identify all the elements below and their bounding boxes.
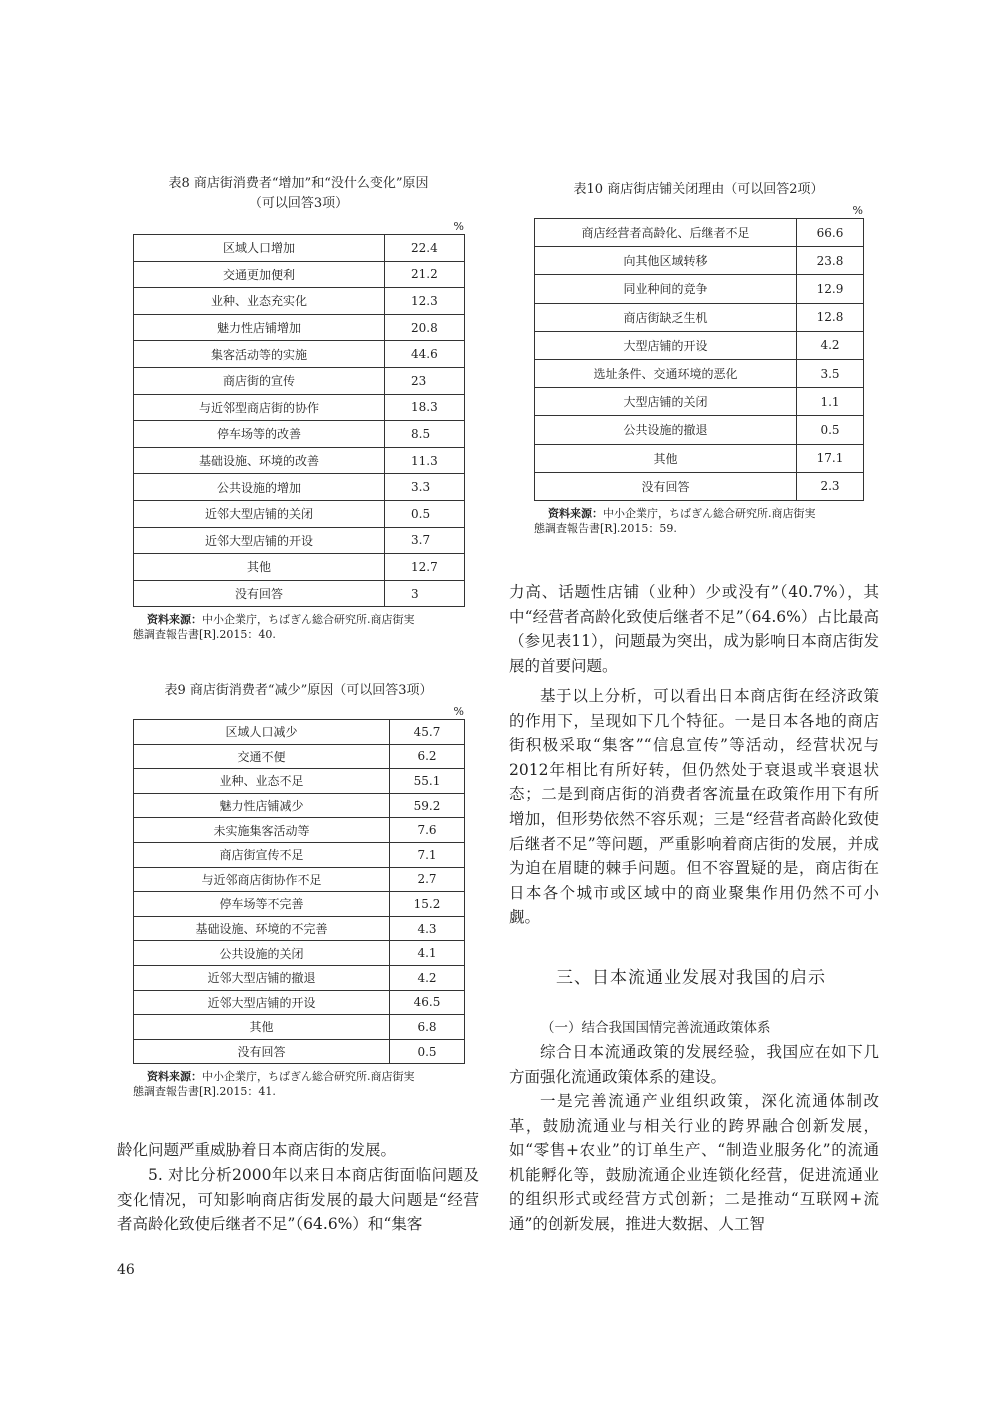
row-value: 44.6: [385, 341, 465, 368]
table-row: [134, 769, 465, 794]
table-row: [134, 965, 465, 990]
row-label: 业种、业态不足: [134, 769, 390, 794]
table-row: [134, 447, 465, 474]
table8-source-label: 资料来源：: [147, 613, 202, 627]
row-label: 近邻大型店铺的开设: [134, 527, 385, 554]
row-value: 0.5: [385, 500, 465, 527]
table10-unit: %: [852, 204, 863, 217]
table9-block: [133, 681, 464, 1099]
row-label: 商店经营者高龄化、后继者不足: [535, 219, 797, 247]
table-row: [535, 219, 864, 247]
row-label: 交通不便: [134, 744, 390, 769]
table-row: [134, 867, 465, 892]
row-value: 6.2: [390, 744, 465, 769]
row-label: 集客活动等的实施: [134, 341, 385, 368]
row-label: 区域人口减少: [134, 720, 390, 745]
row-label: 与近邻商店街协作不足: [134, 867, 390, 892]
row-value: 18.3: [385, 394, 465, 421]
row-label: 其他: [134, 1015, 390, 1040]
row-label: 其他: [134, 554, 385, 581]
row-label: 公共设施的关闭: [134, 941, 390, 966]
table9-source-text1: 中小企業庁，ちばぎん総合研究所.商店街実: [202, 1070, 415, 1084]
row-label: 商店街缺乏生机: [535, 303, 797, 331]
left-paragraph-2: 5. 对比分析2000年以来日本商店街面临问题及变化情况，可知影响商店街发展的最大问题是“经营者高龄化致使后继者不足”（64.6%）和“集客: [117, 1166, 479, 1234]
table-row: [134, 892, 465, 917]
table10-source-text1: 中小企業庁，ちばぎん総合研究所.商店街実: [603, 506, 816, 520]
row-label: 向其他区域转移: [535, 247, 797, 275]
row-value: 8.5: [385, 421, 465, 448]
row-value: 12.8: [797, 303, 864, 331]
row-value: 0.5: [797, 416, 864, 444]
right-paragraph-3: 综合日本流通政策的发展经验，我国应在如下几方面强化流通政策体系的建设。: [509, 1043, 879, 1086]
table-row: [134, 500, 465, 527]
row-value: 2.3: [797, 472, 864, 500]
row-label: 交通更加便利: [134, 261, 385, 288]
row-label: 与近邻型商店街的协作: [134, 394, 385, 421]
row-label: 魅力性店铺减少: [134, 793, 390, 818]
table9-unit: %: [453, 705, 464, 718]
table-row: [134, 818, 465, 843]
table10: [534, 218, 864, 501]
row-value: 23.8: [797, 247, 864, 275]
row-label: 商店街宣传不足: [134, 842, 390, 867]
table-row: [535, 359, 864, 387]
table-row: [134, 1039, 465, 1064]
right-paragraph-4: 一是完善流通产业组织政策，深化流通体制改革，鼓励流通业与相关行业的跨界融合创新发展，如“零售+农业”的订单生产、“制造业服务化”的流通机能孵化等，鼓励流通企业连锁化经营，促进流通业的组织形式或经营方式创新；二是推动“互联网+流通”的创新发展，推进大数据、人工智: [509, 1092, 879, 1233]
table-row: [134, 474, 465, 501]
row-value: 4.1: [390, 941, 465, 966]
row-value: 55.1: [390, 769, 465, 794]
table8: [133, 234, 465, 607]
row-value: 1.1: [797, 388, 864, 416]
row-label: 未实施集客活动等: [134, 818, 390, 843]
table9-source-label: 资料来源：: [147, 1070, 202, 1084]
row-value: 59.2: [390, 793, 465, 818]
table8-source-text1: 中小企業庁，ちばぎん総合研究所.商店街実: [202, 613, 415, 627]
table10-source-label: 资料来源：: [548, 506, 603, 520]
table8-source-text2: 態調査報告書[R].2015：40.: [133, 628, 276, 642]
table-row: [134, 341, 465, 368]
table-row: [535, 247, 864, 275]
table-row: [134, 793, 465, 818]
table-row: [535, 444, 864, 472]
table8-caption-line2: （可以回答3项）: [248, 196, 349, 211]
table-row: [535, 472, 864, 500]
table-row: [134, 261, 465, 288]
row-value: 3.3: [385, 474, 465, 501]
table10-caption: 表10 商店街店铺关闭理由（可以回答2项）: [573, 182, 824, 197]
row-value: 20.8: [385, 314, 465, 341]
row-value: 4.3: [390, 916, 465, 941]
table10-block: [534, 180, 863, 536]
table10-source: [534, 506, 863, 536]
row-label: 区域人口增加: [134, 235, 385, 262]
row-value: 4.2: [797, 331, 864, 359]
table-row: [535, 388, 864, 416]
row-value: 21.2: [385, 261, 465, 288]
row-value: 66.6: [797, 219, 864, 247]
row-label: 近邻大型店铺的开设: [134, 990, 390, 1015]
row-value: 46.5: [390, 990, 465, 1015]
section-heading: 三、日本流通业发展对我国的启示: [556, 968, 826, 988]
row-value: 22.4: [385, 235, 465, 262]
table-row: [134, 554, 465, 581]
row-label: 近邻大型店铺的撤退: [134, 965, 390, 990]
row-label: 停车场等的改善: [134, 421, 385, 448]
table9-caption: 表9 商店街消费者“减少”原因（可以回答3项）: [164, 683, 433, 698]
row-label: 大型店铺的开设: [535, 331, 797, 359]
table-row: [134, 1015, 465, 1040]
row-label: 其他: [535, 444, 797, 472]
row-value: 17.1: [797, 444, 864, 472]
row-label: 没有回答: [134, 1039, 390, 1064]
row-value: 11.3: [385, 447, 465, 474]
row-label: 没有回答: [134, 580, 385, 607]
table-row: [134, 421, 465, 448]
table-row: [134, 288, 465, 315]
table-row: [134, 314, 465, 341]
subsection-heading: （一）结合我国国情完善流通政策体系: [541, 1020, 771, 1036]
table8-block: [133, 174, 464, 642]
row-value: 2.7: [390, 867, 465, 892]
row-value: 4.2: [390, 965, 465, 990]
table-row: [134, 744, 465, 769]
table10-source-text2: 態調査報告書[R].2015：59.: [534, 521, 677, 535]
table-row: [134, 367, 465, 394]
table-row: [535, 275, 864, 303]
row-label: 选址条件、交通环境的恶化: [535, 359, 797, 387]
table-row: [535, 303, 864, 331]
table-row: [134, 990, 465, 1015]
row-value: 3: [385, 580, 465, 607]
row-value: 12.3: [385, 288, 465, 315]
table-row: [535, 416, 864, 444]
row-value: 6.8: [390, 1015, 465, 1040]
page-number: 46: [117, 1262, 135, 1278]
table-row: [134, 842, 465, 867]
table-row: [134, 720, 465, 745]
row-label: 公共设施的撤退: [535, 416, 797, 444]
row-label: 公共设施的增加: [134, 474, 385, 501]
table9-source: [133, 1069, 464, 1099]
row-value: 12.9: [797, 275, 864, 303]
row-label: 基础设施、环境的不完善: [134, 916, 390, 941]
row-value: 45.7: [390, 720, 465, 745]
row-label: 基础设施、环境的改善: [134, 447, 385, 474]
row-value: 7.6: [390, 818, 465, 843]
table-row: [134, 916, 465, 941]
row-value: 7.1: [390, 842, 465, 867]
table-row: [134, 394, 465, 421]
row-value: 23: [385, 367, 465, 394]
table9-source-text2: 態調査報告書[R].2015：41.: [133, 1085, 276, 1099]
row-label: 大型店铺的关闭: [535, 388, 797, 416]
row-value: 0.5: [390, 1039, 465, 1064]
table-row: [535, 331, 864, 359]
row-label: 停车场等不完善: [134, 892, 390, 917]
table9: [133, 719, 465, 1064]
table8-unit: %: [453, 220, 464, 233]
row-label: 近邻大型店铺的关闭: [134, 500, 385, 527]
table-row: [134, 580, 465, 607]
table8-source: [133, 612, 464, 642]
row-label: 同业种间的竞争: [535, 275, 797, 303]
table-row: [134, 235, 465, 262]
row-value: 12.7: [385, 554, 465, 581]
row-value: 3.7: [385, 527, 465, 554]
right-paragraph-2: 基于以上分析，可以看出日本商店街在经济政策的作用下，呈现如下几个特征。一是日本各地的商店街积极采取“集客”“信息宣传”等活动，经营状况与2012年相比有所好转，但仍然处于衰退或半衰退状态；二是到商店街的消费者客流量在政策作用下有所增加，但形势依然不容乐观；三是“经营者高龄化致使后继者不足”等问题，严重影响着商店街的发展，并成为迫在眉睫的棘手问题。但不容置疑的是，商店街在日本各个城市或区域中的商业聚集作用仍然不可小觑。: [509, 687, 879, 927]
right-paragraph-1: 力高、话题性店铺（业种）少或没有”（40.7%），其中“经营者高龄化致使后继者不足”（64.6%）占比最高（参见表11），问题最为突出，成为影响日本商店街发展的首要问题。: [509, 583, 879, 675]
row-value: 15.2: [390, 892, 465, 917]
row-value: 3.5: [797, 359, 864, 387]
table8-caption-line1: 表8 商店街消费者“增加”和“没什么变化”原因: [168, 176, 429, 191]
row-label: 商店街的宣传: [134, 367, 385, 394]
row-label: 魅力性店铺增加: [134, 314, 385, 341]
left-paragraph-1: 龄化问题严重威胁着日本商店街的发展。: [117, 1141, 397, 1159]
table-row: [134, 941, 465, 966]
row-label: 没有回答: [535, 472, 797, 500]
table-row: [134, 527, 465, 554]
row-label: 业种、业态充实化: [134, 288, 385, 315]
